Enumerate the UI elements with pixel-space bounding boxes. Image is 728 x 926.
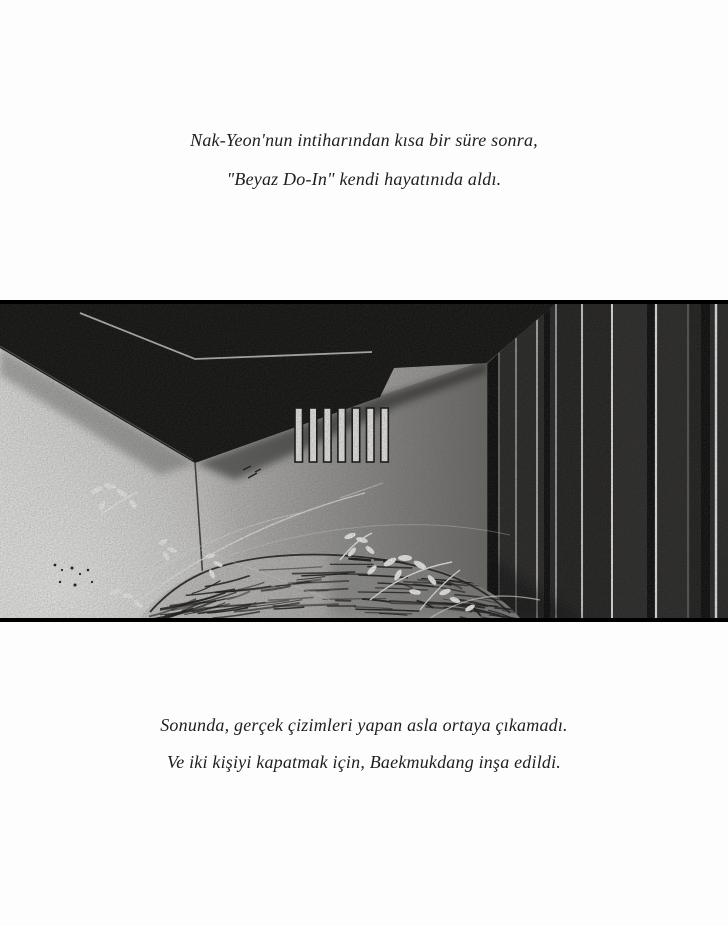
intro-caption-line-1: Nak-Yeon'nun intiharından kısa bir süre sonra,: [190, 130, 538, 150]
panel-border-top: [0, 300, 728, 304]
panel-border-bottom: [0, 618, 728, 622]
panel-artwork: [0, 300, 728, 622]
outro-caption-line-2: Ve iki kişiyi kapatmak için, Baekmukdang inşa edildi.: [167, 752, 561, 772]
intro-caption-line-2: "Beyaz Do-In" kendi hayatınıda aldı.: [226, 169, 502, 189]
manga-panel: [0, 300, 728, 622]
halftone-texture: [0, 300, 728, 622]
outro-caption-line-1: Sonunda, gerçek çizimleri yapan asla ortaya çıkamadı.: [160, 715, 568, 735]
